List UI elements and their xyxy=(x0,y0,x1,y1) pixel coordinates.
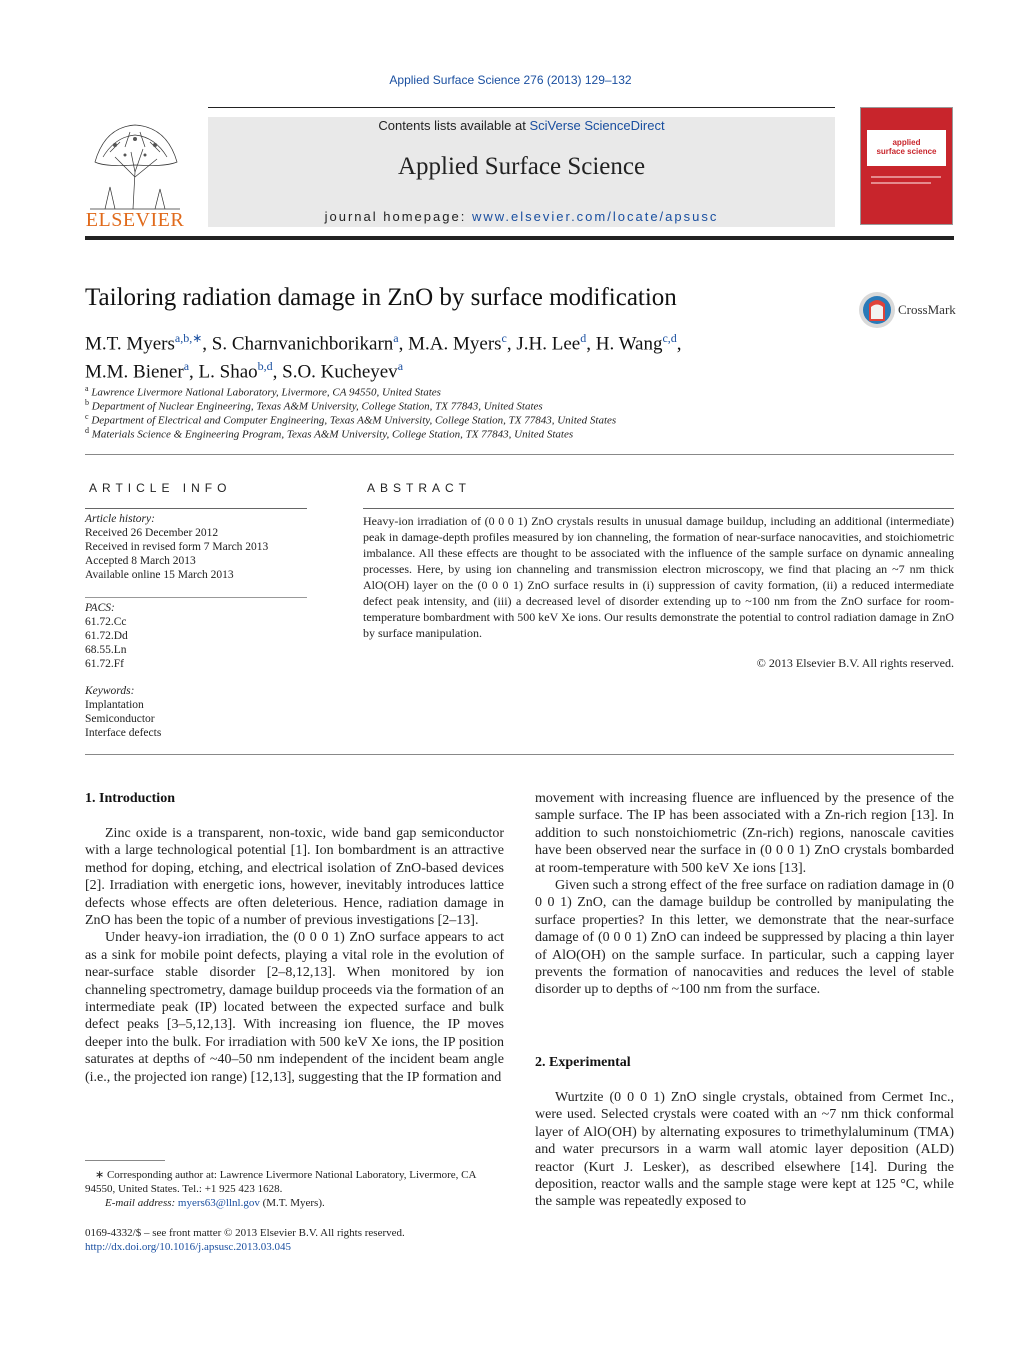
history-list xyxy=(85,526,307,582)
footnote-rule xyxy=(85,1160,165,1161)
article-info-rule xyxy=(85,508,307,509)
abstract-rule xyxy=(363,508,954,509)
author-affiliation-marker[interactable]: a xyxy=(183,359,190,374)
cover-deco-line xyxy=(871,176,941,178)
email-suffix: (M.T. Myers). xyxy=(262,1197,325,1209)
affiliation-marker: a xyxy=(85,384,89,393)
author-name: M.A. Myers xyxy=(408,333,502,355)
abstract-heading: ABSTRACT xyxy=(367,481,472,495)
author-separator: , xyxy=(506,333,517,355)
article-history-label: Article history: xyxy=(85,513,155,525)
author-name: J.H. Lee xyxy=(516,333,581,355)
section-rule xyxy=(85,754,954,755)
author-separator: , xyxy=(272,361,283,383)
keyword-item: Semiconductor xyxy=(85,713,155,725)
authors-line-1 xyxy=(85,327,845,355)
journal-cover-thumbnail[interactable] xyxy=(860,107,953,225)
masthead-thick-rule xyxy=(85,236,954,240)
author-separator: , xyxy=(676,333,682,355)
pacs-code: 68.55.Ln xyxy=(85,644,127,656)
pacs-label: PACS: xyxy=(85,602,115,614)
author-affiliation-marker[interactable]: a,b,∗ xyxy=(174,331,203,345)
email-footnote xyxy=(105,1196,505,1210)
journal-masthead xyxy=(208,117,835,227)
pacs-code: 61.72.Ff xyxy=(85,658,124,670)
author-affiliation-marker[interactable]: a xyxy=(393,331,399,345)
crossmark-icon xyxy=(858,291,896,329)
crossmark-badge[interactable] xyxy=(858,291,958,329)
keyword-item: Interface defects xyxy=(85,727,162,739)
contents-prefix: Contents lists available at xyxy=(378,118,530,133)
crossmark-label: CrossMark xyxy=(898,302,956,317)
copyright-notice: © 2013 Elsevier B.V. All rights reserved. xyxy=(756,656,954,670)
affiliation-text: Department of Electrical and Computer Engineering, Texas A&M University, College Station, TX 77843, United States xyxy=(88,414,617,427)
history-item: Available online 15 March 2013 xyxy=(85,569,234,581)
affiliation-line xyxy=(85,398,945,413)
email-link[interactable]: myers63@llnl.gov xyxy=(177,1197,260,1209)
elsevier-logo xyxy=(85,117,185,229)
issn-line: 0169-4332/$ – see front matter © 2013 Elsevier B.V. All rights reserved. xyxy=(85,1227,405,1239)
author-affiliation-marker[interactable]: b,d xyxy=(257,359,273,374)
pacs-rule xyxy=(85,597,307,598)
intro-paragraph-3: movement with increasing fluence are influenced by the presence of the sample surface. The IP has been associated with a Zn-rich region [13]. In addition to such nonstoichiometric (Zn-rich) regions, nanoscale cavities have been observed near the surface in (0 0 0 1) ZnO crystals bombarded at room-temperature with 500 keV Xe ions [13]. xyxy=(535,791,954,876)
history-item: Accepted 8 March 2013 xyxy=(85,555,196,567)
history-item: Received 26 December 2012 xyxy=(85,527,219,539)
article-title: Tailoring radiation damage in ZnO by surface modification xyxy=(85,284,677,311)
cover-title-box xyxy=(867,130,946,166)
author-affiliation-marker[interactable]: a xyxy=(397,359,404,374)
section-rule xyxy=(85,454,954,455)
pacs-code: 61.72.Dd xyxy=(85,630,128,642)
elsevier-tree-icon xyxy=(85,117,185,212)
author-name: S. Charnvanichborikarn xyxy=(211,333,394,355)
author-name: S.O. Kucheyev xyxy=(282,361,398,383)
doi-line xyxy=(85,1240,504,1254)
affiliation-text: Department of Nuclear Engineering, Texas A&M University, College Station, TX 77843, United States xyxy=(89,400,543,413)
experimental-heading: 2. Experimental xyxy=(535,1055,631,1070)
homepage-line xyxy=(208,209,835,224)
affiliation-line xyxy=(85,426,945,441)
author-separator: , xyxy=(202,333,212,355)
author-separator: , xyxy=(398,333,409,355)
header-rule xyxy=(208,107,835,108)
cover-title-line2: surface science xyxy=(876,147,937,156)
email-label: E-mail address: xyxy=(105,1197,176,1209)
affiliation-line xyxy=(85,412,945,427)
authors-line-2 xyxy=(85,355,845,383)
homepage-link[interactable]: www.elsevier.com/locate/apsusc xyxy=(471,209,719,224)
cover-deco-line xyxy=(871,182,931,184)
intro-paragraph-2: Under heavy-ion irradiation, the (0 0 0 1) ZnO surface appears to act as a sink for mobile point defects, playing a vital role in the evolution of near-surface stable disorder [2–8,12,13]. When monitored by ion channeling spectrometry, damage buildup proceeds via the formation of an intermediate peak (IP) located between the expected surface and bulk defect peaks [3–5,12,13]. With increasing ion fluence, the IP moves deeper into the bulk. For irradiation with 500 keV Xe ions, the IP position saturates at depths of ~40–50 nm independent of the incident beam angle (i.e., the projected ion range) [12,13], suggesting that the IP formation and xyxy=(85,930,504,1085)
intro-paragraph-4: Given such a strong effect of the free surface on radiation damage in (0 0 0 1) ZnO, can the damage buildup be controlled by manipulating the surface properties? In this letter, we demonstrate that the near-surface damage of (0 0 0 1) ZnO can indeed be suppressed by placing a thin layer of AlO(OH) on the sample surface. In particular, such a capping layer prevents the formation of nanocavities and reduces the level of stable disorder up to depths of ~100 nm from the surface. xyxy=(535,878,954,998)
experimental-paragraph-1: Wurtzite (0 0 0 1) ZnO single crystals, obtained from Cermet Inc., were used. Selected crystals were coated with an ~7 nm thick conformal layer of AlO(OH) by alternating exposures to trimethylaluminum (TMA) and water precursors in a warm wall atomic layer deposition (ALD) reactor (Kurt J. Lesker), as described elsewhere [14]. During the deposition, reactor walls and the sample stage were kept at 125 °C, while the sample was repeatedly exposed to xyxy=(535,1090,954,1210)
homepage-prefix: journal homepage: xyxy=(324,209,472,224)
keywords-label: Keywords: xyxy=(85,685,135,697)
keyword-item: Implantation xyxy=(85,699,144,711)
journal-citation[interactable]: Applied Surface Science 276 (2013) 129–132 xyxy=(389,73,632,87)
introduction-heading: 1. Introduction xyxy=(85,791,175,806)
doi-link[interactable]: http://dx.doi.org/10.1016/j.apsusc.2013.03.045 xyxy=(85,1241,292,1253)
article-history xyxy=(85,512,307,582)
affiliation-marker: c xyxy=(85,412,89,421)
affiliation-marker: b xyxy=(85,398,89,407)
author-list xyxy=(85,327,845,384)
affiliation-line xyxy=(85,384,945,399)
contents-line xyxy=(208,118,835,133)
journal-name: Applied Surface Science xyxy=(397,153,646,180)
pacs-list xyxy=(85,615,307,671)
article-info-heading: ARTICLE INFO xyxy=(89,481,232,495)
author-separator: , xyxy=(189,361,199,383)
keywords-list xyxy=(85,698,307,740)
author-affiliation-marker[interactable]: d xyxy=(580,331,587,345)
author-name: M.T. Myers xyxy=(85,333,175,355)
history-item: Received in revised form 7 March 2013 xyxy=(85,541,269,553)
affiliation-text: Lawrence Livermore National Laboratory, Livermore, CA 94550, United States xyxy=(88,386,441,399)
experimental-body xyxy=(535,1089,954,1211)
column-1-body xyxy=(85,825,504,1086)
author-name: M.M. Biener xyxy=(85,361,184,383)
affiliation-text: Materials Science & Engineering Program, Texas A&M University, College Station, TX 77843, United States xyxy=(89,428,574,441)
affiliation-marker: d xyxy=(85,426,89,435)
author-separator: , xyxy=(586,333,596,355)
author-affiliation-marker[interactable]: c,d xyxy=(662,331,677,345)
publisher-logo-text: ELSEVIER xyxy=(85,209,185,231)
intro-paragraph-1: Zinc oxide is a transparent, non-toxic, wide band gap semiconductor with a large technological potential [1]. Ion bombardment is an attractive method for doping, etching, and electrical isolation of ZnO-based devices [2]. Irradiation with energetic ions, however, inevitably introduces lattice defects whose effects are often deleterious. Hence, radiation damage in ZnO has been the topic of a number of previous investigations [2–13]. xyxy=(85,826,504,929)
keywords-block xyxy=(85,684,307,740)
abstract-text: Heavy-ion irradiation of (0 0 0 1) ZnO crystals results in unusual damage buildup, including an additional (intermediate) peak in damage-depth profiles measured by ion channeling, the formation of near-surface nanocavities, and stoichiometric imbalance. All these effects are thought to be associated with the influence of the sample surface on dynamic annealing processes. Here, by using ion channeling and transmission electron microscopy, we find that placing an ~7 nm thick AlO(OH) layer on the (0 0 0 1) ZnO surface results in (i) suppression of cavity formation, (ii) a reduced intermediate defect peak intensity, and (iii) a decreased level of disorder extending up to ~100 nm from the ZnO surface for room-temperature bombardment with 500 keV Xe ions. Our results demonstrate the potential to control radiation damage in ZnO by surface manipulation. xyxy=(363,514,954,640)
pacs-block xyxy=(85,601,307,671)
cover-title-line1: applied xyxy=(892,138,921,147)
author-name: H. Wang xyxy=(595,333,663,355)
author-affiliation-marker[interactable]: c xyxy=(501,331,507,345)
corresponding-author-footnote: ∗ Corresponding author at: Lawrence Livermore National Laboratory, Livermore, CA 94550, United States. Tel.: +1 925 423 1628. xyxy=(85,1169,476,1195)
column-2-body xyxy=(535,790,954,999)
author-name: L. Shao xyxy=(198,361,258,383)
sciencedirect-link[interactable]: SciVerse ScienceDirect xyxy=(529,118,665,133)
pacs-code: 61.72.Cc xyxy=(85,616,127,628)
